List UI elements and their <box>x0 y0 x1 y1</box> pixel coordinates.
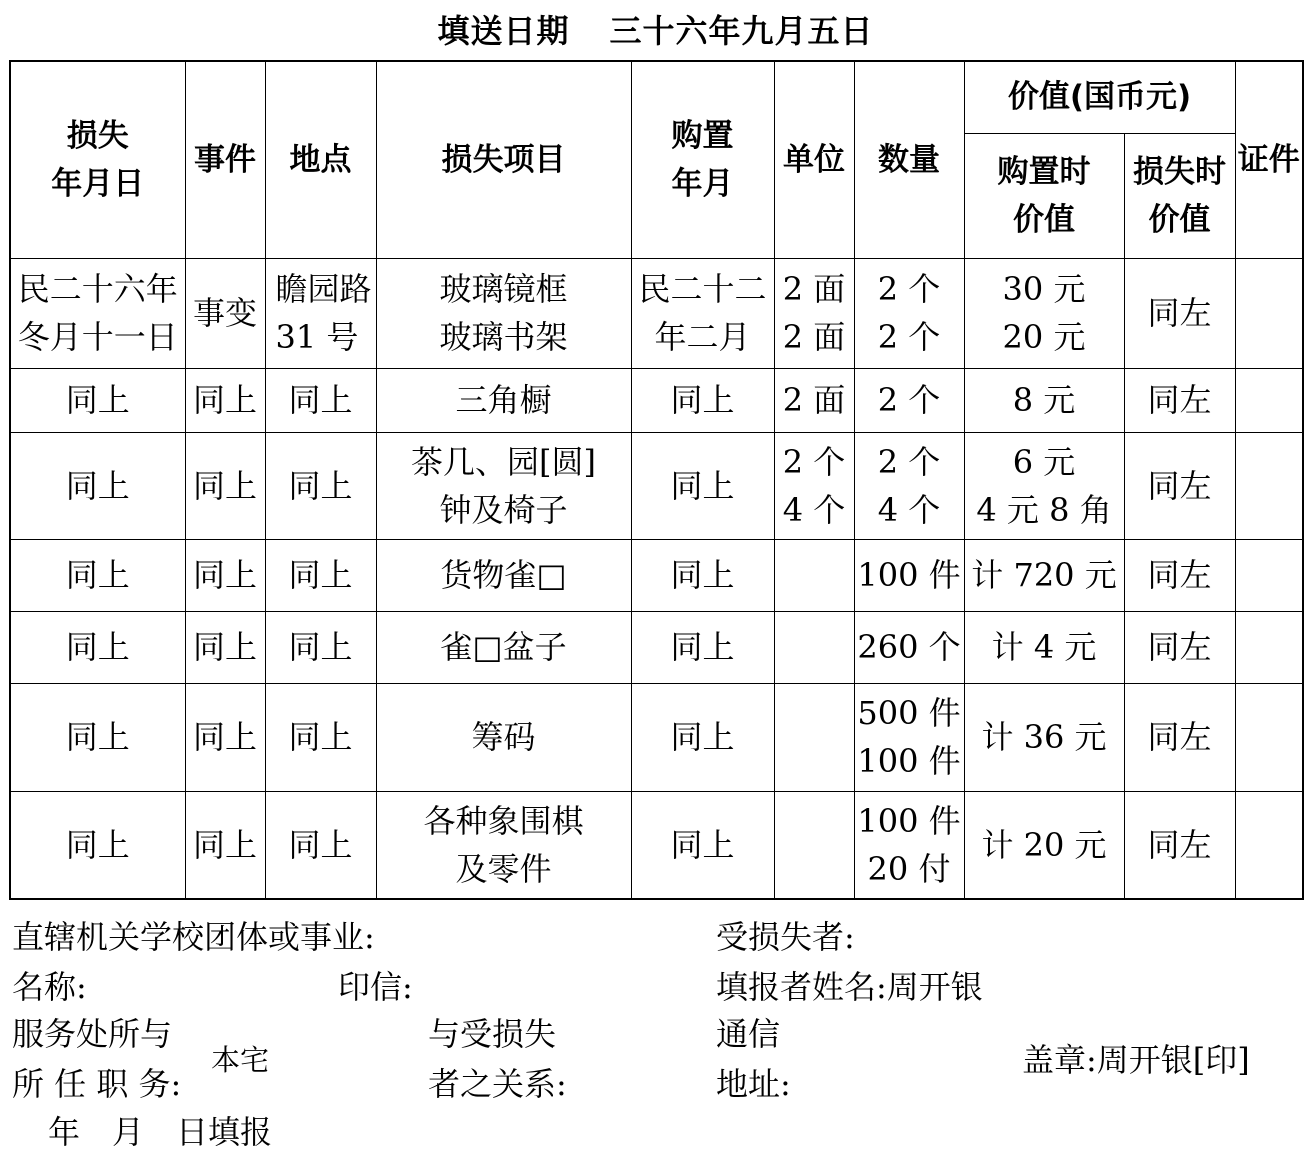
row-item-cell <box>376 791 631 899</box>
row-purchase-line: 同上 <box>670 466 735 505</box>
row-item-line: 货物雀□ <box>440 556 567 594</box>
row-purchase-line: 同上 <box>670 825 735 864</box>
row-quantity-line: 2 个 <box>877 318 941 356</box>
footer-stamp-label: 盖章:周开银[印] <box>1022 1041 1250 1079</box>
row-quantity-line: 2 个 <box>877 270 941 308</box>
row-purchase-cell <box>631 611 774 683</box>
row-certificate-cell <box>1235 683 1303 791</box>
footer-name-label: 名称: <box>12 968 87 1006</box>
row-unit-line: 2 面 <box>782 318 846 356</box>
header-value-group: 价值(国币元) <box>964 61 1235 133</box>
row-quantity-cell <box>854 683 964 791</box>
row-date-line: 同上 <box>65 556 130 594</box>
row-value-loss-line: 同左 <box>1147 556 1212 594</box>
row-purchase-line: 同上 <box>670 628 735 666</box>
row-item-line: 及零件 <box>455 849 552 888</box>
row-event-line: 同上 <box>192 718 257 756</box>
header-value-purchase: 购置时 价值 <box>964 133 1124 258</box>
row-event-line: 同上 <box>192 628 257 666</box>
row-item-cell <box>376 539 631 611</box>
row-quantity-line: 4 个 <box>877 490 941 529</box>
row-date-cell <box>10 368 185 432</box>
row-unit-cell <box>774 611 854 683</box>
row-event-cell <box>185 432 265 539</box>
row-quantity-line: 2 个 <box>877 442 941 481</box>
row-certificate-cell <box>1235 539 1303 611</box>
row-event-cell <box>185 611 265 683</box>
row-place-line: 31 号 <box>275 318 359 356</box>
row-value-loss-line: 同左 <box>1147 825 1212 864</box>
row-value-purchase-line: 计 36 元 <box>981 718 1107 756</box>
form-title <box>0 6 1311 52</box>
row-value-purchase-cell <box>964 432 1124 539</box>
row-unit-line: 4 个 <box>782 490 846 529</box>
header-certificate: 证件 <box>1235 61 1303 258</box>
table-row <box>10 432 1303 539</box>
row-item-cell <box>376 432 631 539</box>
row-place-cell <box>265 432 376 539</box>
row-date-cell <box>10 539 185 611</box>
row-item-line: 钟及椅子 <box>439 490 568 529</box>
row-certificate-cell <box>1235 791 1303 899</box>
row-date-line: 同上 <box>65 825 130 864</box>
table-row <box>10 683 1303 791</box>
row-value-purchase-cell <box>964 368 1124 432</box>
row-date-line: 同上 <box>65 381 130 419</box>
loss-report-table <box>9 60 1304 900</box>
row-value-purchase-line: 计 20 元 <box>981 825 1107 864</box>
row-item-line: 雀□盆子 <box>440 628 567 666</box>
footer-seal-label: 印信: <box>338 968 413 1006</box>
row-place-cell <box>265 611 376 683</box>
row-item-cell <box>376 611 631 683</box>
row-unit-cell <box>774 539 854 611</box>
row-place-cell <box>265 791 376 899</box>
row-event-line: 同上 <box>192 466 257 505</box>
header-item: 损失项目 <box>376 61 631 258</box>
row-date-cell <box>10 791 185 899</box>
row-certificate-cell <box>1235 432 1303 539</box>
row-certificate-cell <box>1235 258 1303 368</box>
header-place: 地点 <box>265 61 376 258</box>
row-quantity-line: 260 个 <box>857 628 961 666</box>
row-value-loss-line: 同左 <box>1147 466 1212 505</box>
row-event-cell <box>185 539 265 611</box>
row-value-loss-cell <box>1124 611 1235 683</box>
row-value-purchase-line: 8 元 <box>1012 381 1076 419</box>
row-item-line: 茶几、园[圆] <box>411 442 596 481</box>
row-value-loss-cell <box>1124 791 1235 899</box>
row-place-line: 同上 <box>288 556 353 594</box>
table-row <box>10 539 1303 611</box>
row-value-purchase-cell <box>964 258 1124 368</box>
row-value-purchase-line: 6 元 <box>1012 442 1076 481</box>
row-purchase-cell <box>631 791 774 899</box>
row-purchase-cell <box>631 368 774 432</box>
header-value-loss: 损失时 价值 <box>1124 133 1235 258</box>
row-purchase-cell <box>631 683 774 791</box>
row-date-line: 同上 <box>65 718 130 756</box>
table-row <box>10 368 1303 432</box>
row-value-purchase-cell <box>964 791 1124 899</box>
header-unit: 单位 <box>774 61 854 258</box>
footer-service-label-2: 所 任 职 务: <box>12 1065 182 1103</box>
row-value-loss-line: 同左 <box>1147 381 1212 419</box>
row-certificate-cell <box>1235 611 1303 683</box>
footer-org-label: 直辖机关学校团体或事业: <box>12 918 375 956</box>
row-quantity-line: 2 个 <box>877 381 941 419</box>
table-row <box>10 258 1303 368</box>
header-event: 事件 <box>185 61 265 258</box>
row-value-loss-line: 同左 <box>1147 718 1212 756</box>
footer-date-line: 年 月 日填报 <box>48 1113 273 1151</box>
row-value-loss-cell <box>1124 432 1235 539</box>
row-place-line: 同上 <box>288 628 353 666</box>
fill-date-label: 填送日期 <box>437 12 570 50</box>
header-loss-date: 损失 年月日 <box>10 61 185 258</box>
row-unit-line: 2 面 <box>782 270 846 308</box>
row-quantity-line: 500 件 <box>857 694 961 732</box>
footer-service-value: 本宅 <box>211 1043 270 1077</box>
row-unit-cell <box>774 432 854 539</box>
table-row <box>10 611 1303 683</box>
row-purchase-line: 民二十二 <box>638 270 767 308</box>
row-place-cell <box>265 368 376 432</box>
row-purchase-cell <box>631 258 774 368</box>
row-event-cell <box>185 683 265 791</box>
table-row <box>10 791 1303 899</box>
row-quantity-cell <box>854 539 964 611</box>
row-value-loss-cell <box>1124 683 1235 791</box>
row-event-cell <box>185 368 265 432</box>
fill-date-value: 三十六年九月五日 <box>609 12 874 50</box>
row-unit-cell <box>774 368 854 432</box>
row-event-line: 事变 <box>192 294 257 332</box>
row-date-cell <box>10 611 185 683</box>
row-place-cell <box>265 683 376 791</box>
row-place-cell <box>265 258 376 368</box>
row-quantity-cell <box>854 791 964 899</box>
row-place-line: 同上 <box>288 466 353 505</box>
row-quantity-line: 100 件 <box>857 742 961 780</box>
row-date-line: 民二十六年 <box>17 270 178 308</box>
row-unit-line: 2 面 <box>782 381 846 419</box>
row-item-cell <box>376 368 631 432</box>
row-place-line: 同上 <box>288 381 353 419</box>
row-quantity-line: 100 件 <box>857 556 961 594</box>
row-date-line: 冬月十一日 <box>17 318 178 356</box>
row-date-line: 同上 <box>65 628 130 666</box>
row-unit-cell <box>774 791 854 899</box>
row-item-line: 三角橱 <box>455 381 552 419</box>
row-place-line: 同上 <box>288 825 353 864</box>
row-certificate-cell <box>1235 368 1303 432</box>
row-value-purchase-line: 4 元 8 角 <box>976 490 1112 529</box>
row-value-loss-cell <box>1124 368 1235 432</box>
footer-relation-label-1: 与受损失 <box>428 1015 557 1053</box>
row-value-loss-line: 同左 <box>1147 628 1212 666</box>
row-date-cell <box>10 683 185 791</box>
footer-victim-label: 受损失者: <box>716 918 855 956</box>
row-value-loss-cell <box>1124 258 1235 368</box>
row-purchase-line: 年二月 <box>654 318 751 356</box>
row-unit-cell <box>774 683 854 791</box>
row-value-loss-cell <box>1124 539 1235 611</box>
header-purchase-date: 购置 年月 <box>631 61 774 258</box>
row-unit-cell <box>774 258 854 368</box>
row-value-purchase-cell <box>964 611 1124 683</box>
header-quantity: 数量 <box>854 61 964 258</box>
row-item-line: 玻璃书架 <box>439 318 568 356</box>
row-purchase-cell <box>631 539 774 611</box>
row-event-line: 同上 <box>192 381 257 419</box>
row-date-cell <box>10 258 185 368</box>
footer-address-label-2: 地址: <box>716 1065 791 1103</box>
row-value-purchase-cell <box>964 539 1124 611</box>
row-quantity-cell <box>854 611 964 683</box>
row-item-cell <box>376 683 631 791</box>
row-value-loss-line: 同左 <box>1147 294 1212 332</box>
row-value-purchase-line: 30 元 <box>1002 270 1086 308</box>
row-event-cell <box>185 791 265 899</box>
row-value-purchase-line: 20 元 <box>1002 318 1086 356</box>
row-unit-line: 2 个 <box>782 442 846 481</box>
row-event-line: 同上 <box>192 825 257 864</box>
footer-reporter-label: 填报者姓名:周开银 <box>716 968 983 1006</box>
row-item-cell <box>376 258 631 368</box>
row-event-line: 同上 <box>192 556 257 594</box>
footer-relation-label-2: 者之关系: <box>428 1065 567 1103</box>
row-place-line: 瞻园路 <box>275 270 372 308</box>
row-purchase-line: 同上 <box>670 381 735 419</box>
row-quantity-line: 100 件 <box>857 801 961 840</box>
row-date-cell <box>10 432 185 539</box>
row-quantity-cell <box>854 432 964 539</box>
row-value-purchase-line: 计 4 元 <box>991 628 1097 666</box>
footer-address-label-1: 通信 <box>716 1015 781 1053</box>
row-place-cell <box>265 539 376 611</box>
row-item-line: 玻璃镜框 <box>439 270 568 308</box>
row-date-line: 同上 <box>65 466 130 505</box>
row-value-purchase-cell <box>964 683 1124 791</box>
row-purchase-cell <box>631 432 774 539</box>
row-quantity-line: 20 付 <box>867 849 951 888</box>
row-value-purchase-line: 计 720 元 <box>971 556 1117 594</box>
row-purchase-line: 同上 <box>670 718 735 756</box>
row-purchase-line: 同上 <box>670 556 735 594</box>
row-item-line: 筹码 <box>471 718 536 756</box>
footer-service-label-1: 服务处所与 <box>12 1015 173 1053</box>
row-event-cell <box>185 258 265 368</box>
row-item-line: 各种象围棋 <box>423 801 584 840</box>
row-place-line: 同上 <box>288 718 353 756</box>
row-quantity-cell <box>854 258 964 368</box>
row-quantity-cell <box>854 368 964 432</box>
